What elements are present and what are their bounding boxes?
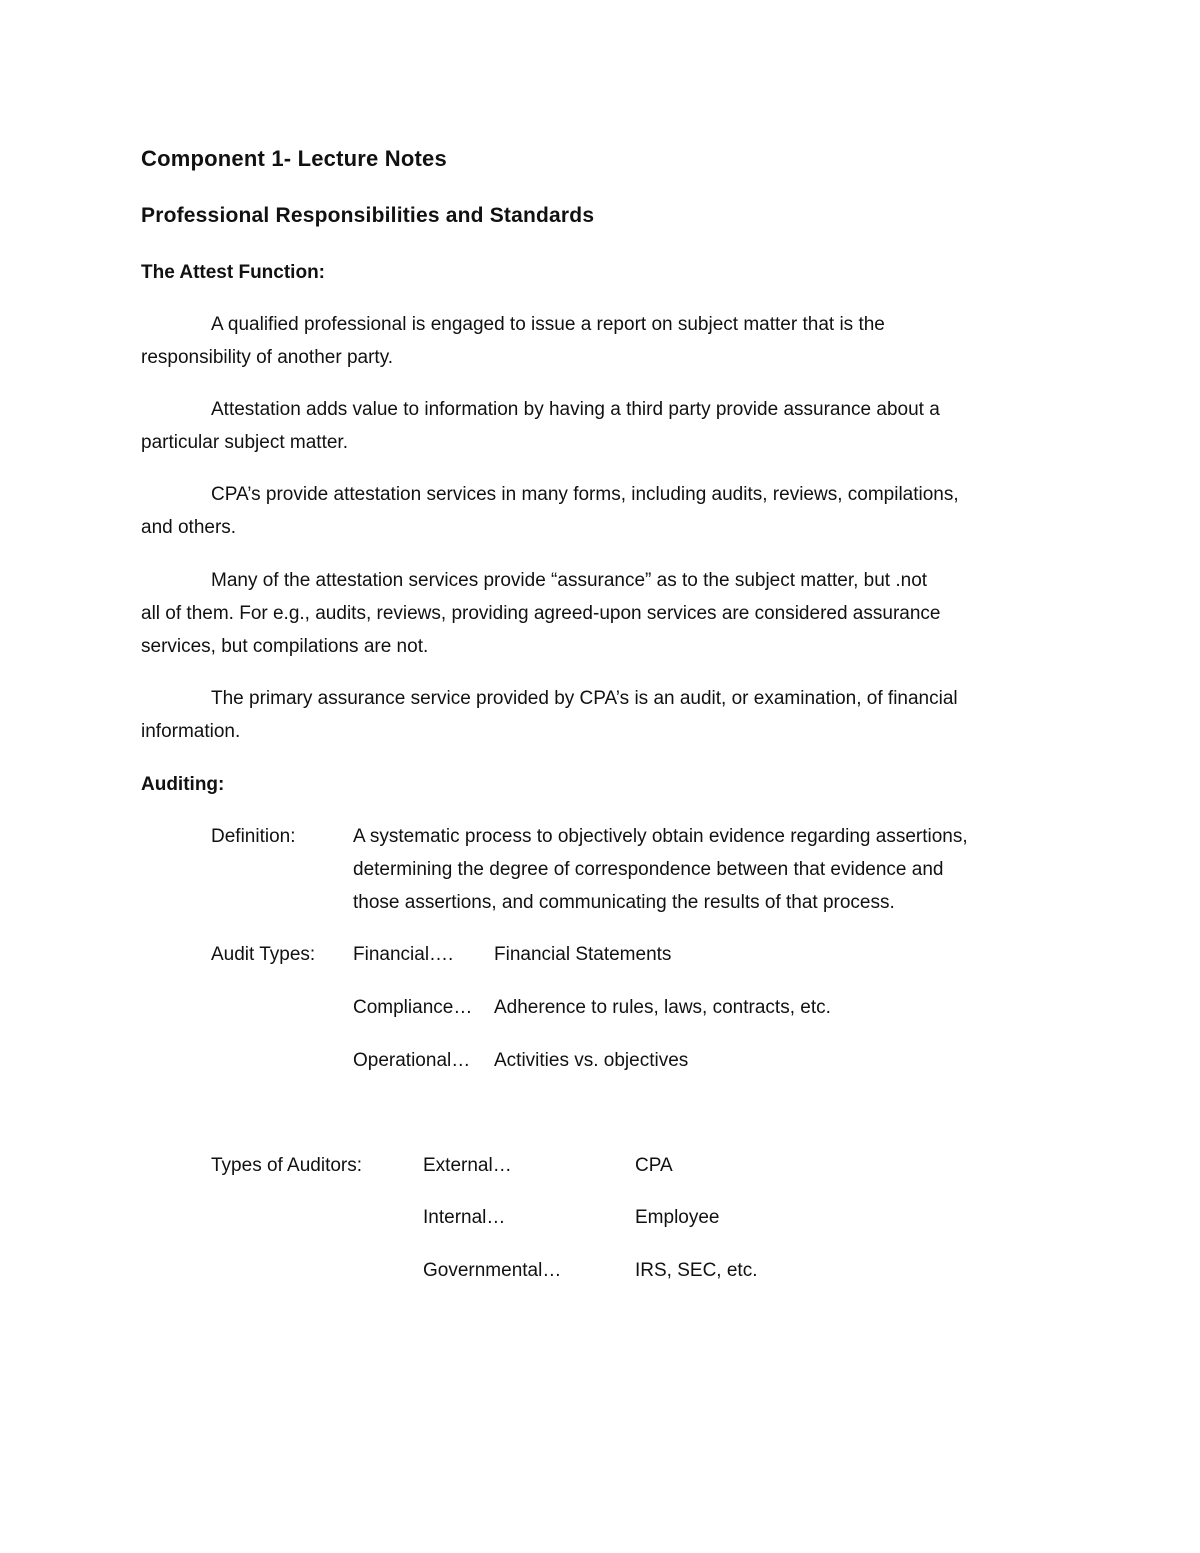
- audit-type-desc: Financial Statements: [494, 944, 672, 965]
- attest-heading: The Attest Function:: [141, 262, 325, 283]
- paragraph-line: services, but compilations are not.: [141, 636, 429, 657]
- audit-type-name: Operational…: [353, 1050, 471, 1071]
- paragraph-line: responsibility of another party.: [141, 347, 394, 368]
- auditor-desc: CPA: [635, 1155, 673, 1176]
- auditor-desc: IRS, SEC, etc.: [635, 1260, 758, 1281]
- audit-types-label: Audit Types:: [211, 944, 316, 965]
- audit-type-desc: Adherence to rules, laws, contracts, etc.: [494, 997, 831, 1018]
- definition-line: those assertions, and communicating the results of that process.: [353, 892, 895, 913]
- paragraph-line: CPA’s provide attestation services in many forms, including audits, reviews, compilations,: [211, 484, 959, 505]
- auditor-desc: Employee: [635, 1207, 720, 1228]
- auditors-label: Types of Auditors:: [211, 1155, 363, 1176]
- definition-line: determining the degree of correspondence between that evidence and: [353, 859, 944, 880]
- page-title: Component 1- Lecture Notes: [141, 146, 447, 171]
- paragraph-line: A qualified professional is engaged to issue a report on subject matter that is the: [211, 314, 885, 335]
- audit-type-name: Financial….: [353, 944, 454, 965]
- paragraph-line: Attestation adds value to information by having a third party provide assurance about a: [211, 399, 940, 420]
- paragraph-line: particular subject matter.: [141, 432, 348, 453]
- auditor-name: Governmental…: [423, 1260, 562, 1281]
- auditing-heading: Auditing:: [141, 774, 225, 795]
- auditor-name: External…: [423, 1155, 512, 1176]
- audit-type-desc: Activities vs. objectives: [494, 1050, 689, 1071]
- paragraph-line: and others.: [141, 517, 237, 538]
- audit-type-name: Compliance…: [353, 997, 473, 1018]
- definition-label: Definition:: [211, 826, 296, 847]
- paragraph-line: all of them. For e.g., audits, reviews, providing agreed-upon services are considered assurance: [141, 603, 941, 624]
- paragraph-line: Many of the attestation services provide “assurance” as to the subject matter, but .not: [211, 570, 928, 591]
- paragraph-line: The primary assurance service provided by CPA’s is an audit, or examination, of financial: [211, 688, 958, 709]
- paragraph-line: information.: [141, 721, 241, 742]
- section-title: Professional Responsibilities and Standards: [141, 204, 595, 227]
- auditor-name: Internal…: [423, 1207, 506, 1228]
- definition-line: A systematic process to objectively obtain evidence regarding assertions,: [353, 826, 968, 847]
